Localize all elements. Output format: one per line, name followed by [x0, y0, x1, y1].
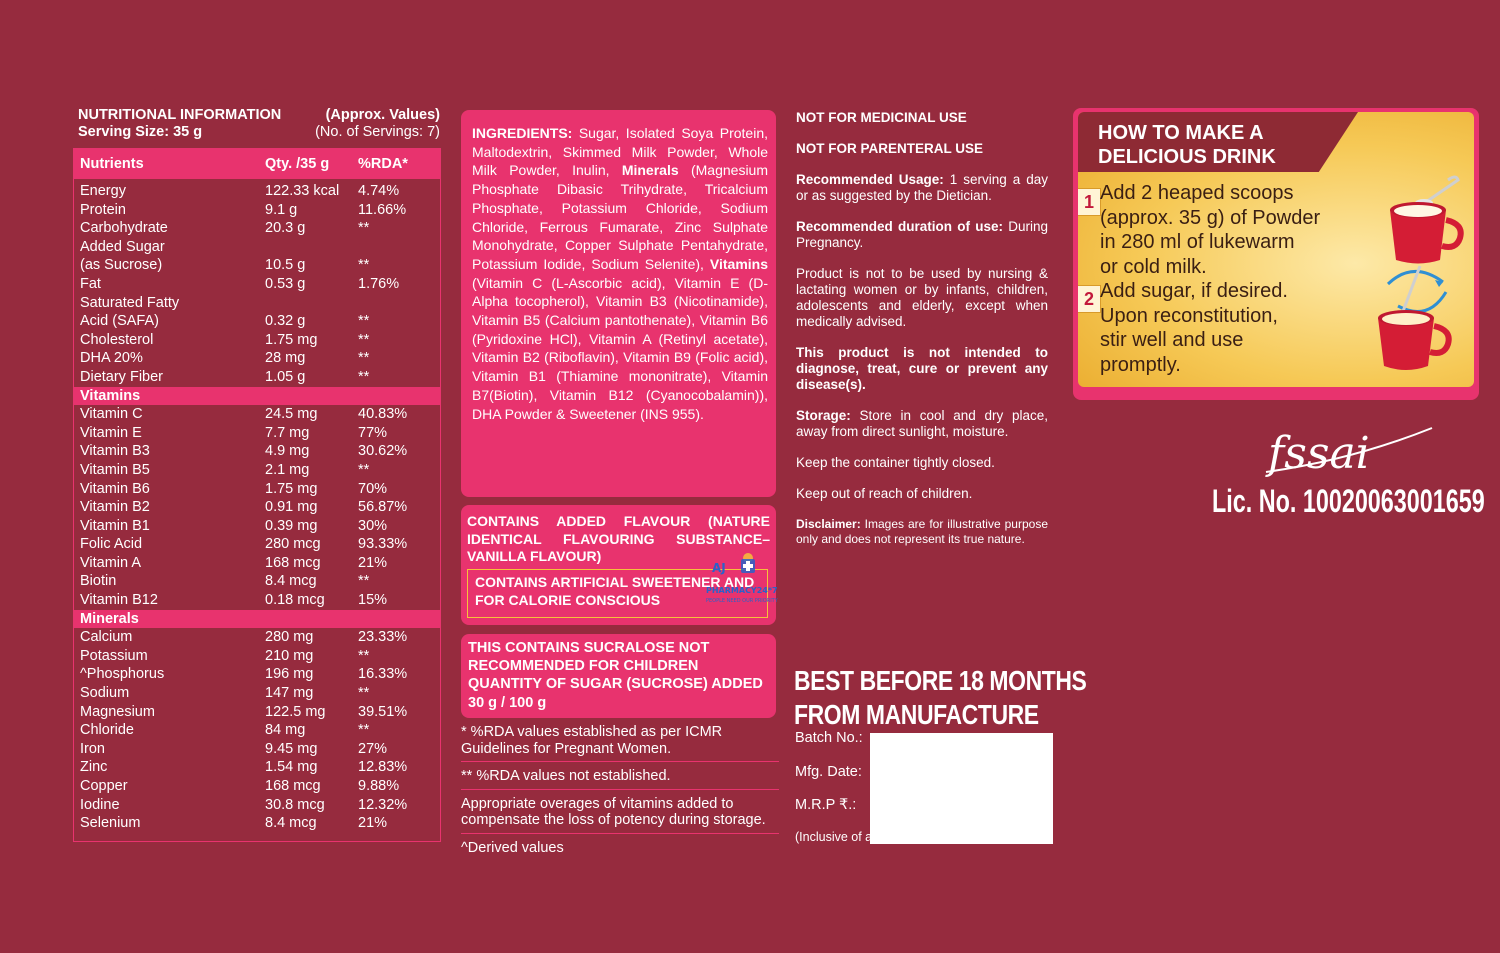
nutrient-rda: 27%	[358, 740, 388, 757]
nutrient-row	[74, 331, 440, 350]
nutrient-name: Sodium	[80, 685, 130, 702]
nutrient-rda: **	[358, 368, 370, 385]
keep-closed: Keep the container tightly closed.	[796, 455, 995, 470]
nutrient-name: Vitamin A	[80, 554, 141, 571]
nutrient-qty: 280 mg	[265, 629, 314, 646]
nutrient-name: ^Phosphorus	[80, 666, 165, 683]
nutrient-rda: 1.76%	[358, 275, 400, 292]
inclusive-taxes: (Inclusive of all taxes)	[795, 830, 916, 844]
nutrient-name: Chloride	[80, 722, 134, 739]
nutrient-name: Energy	[80, 183, 126, 199]
nutrient-row	[74, 424, 440, 443]
vitamins-section-label: Vitamins	[74, 387, 440, 406]
nutrient-rda: 93.33%	[358, 536, 408, 553]
fssai-license: Lic. No. 10020063001659	[1212, 483, 1485, 519]
pharmacy-watermark-logo	[704, 548, 804, 608]
nutrients-rows	[74, 182, 440, 387]
nutrient-rda: 23.33%	[358, 629, 408, 646]
duration-label: Recommended duration of use:	[796, 219, 1003, 234]
nutrition-header	[78, 107, 440, 141]
nutrient-name: Iron	[80, 740, 105, 757]
step-1-line: Add 2 heaped scoops	[1100, 182, 1294, 204]
nutrition-title-row	[78, 107, 440, 124]
nutrient-row	[74, 703, 440, 722]
nutrient-name: Vitamin E	[80, 424, 142, 441]
nutrient-name: Biotin	[80, 573, 117, 590]
col-qty: Qty. /35 g	[265, 156, 330, 172]
disclaimer-text: Images are for illustrative purpose only and does not represent its true nature.	[796, 517, 1048, 546]
sucralose-box	[461, 634, 776, 718]
cup-with-scoop-icon	[1378, 172, 1468, 267]
nutrient-rda: 40.83%	[358, 406, 408, 423]
nutrient-qty: 1.75 mg	[265, 480, 318, 497]
nutrient-qty: 1.75 mg	[265, 331, 318, 348]
duration-text: During Pregnancy.	[796, 219, 1048, 250]
storage-text: Store in cool and dry place, away from direct sunlight, moisture.	[796, 408, 1048, 439]
nutrition-approx: (Approx. Values)	[325, 107, 440, 123]
watermark-line1: PHARMACY24*7	[706, 586, 778, 595]
nutrient-name: (as Sucrose)	[80, 257, 163, 274]
nutrient-row	[74, 517, 440, 536]
nutrient-qty: 7.7 mg	[265, 424, 310, 441]
nutrient-qty: 0.32 g	[265, 313, 306, 330]
nutrient-row	[74, 405, 440, 424]
nutrient-row	[74, 461, 440, 480]
nutrient-row	[74, 740, 440, 759]
nutrient-rda: 9.88%	[358, 778, 400, 794]
nutrient-rda: **	[358, 350, 370, 367]
footnotes	[461, 722, 779, 864]
nutrient-rda: 21%	[358, 815, 388, 832]
step-1-line: in 280 ml of lukewarm	[1100, 231, 1295, 253]
nutrient-name: Vitamin C	[80, 406, 143, 423]
watermark-brand: AJ	[712, 561, 726, 575]
nutrient-qty: 4.9 mg	[265, 443, 310, 460]
servings-count: (No. of Servings: 7)	[315, 124, 440, 140]
vitamins-rows	[74, 405, 440, 610]
nutrient-name: Vitamin B1	[80, 517, 150, 534]
usage-text: 1 serving a day or as suggested by the Dietician.	[796, 172, 1048, 203]
nutrient-rda: **	[358, 313, 370, 330]
nutrient-name: Vitamin B3	[80, 443, 150, 460]
nutrient-qty: 10.5 g	[265, 257, 306, 274]
storage-label: Storage:	[796, 408, 851, 423]
not-intended-warning: This product is not intended to diagnose, treat, cure or prevent any disease(s).	[796, 345, 1048, 392]
not-medicinal: NOT FOR MEDICINAL USE	[796, 110, 967, 125]
nutrient-row	[74, 201, 440, 220]
nutrient-rda: **	[358, 257, 370, 274]
minerals-rows	[74, 628, 440, 833]
nutrient-rda: 56.87%	[358, 499, 408, 516]
nutrient-name: Selenium	[80, 815, 141, 832]
nutrient-qty: 168 mcg	[265, 554, 321, 571]
nutrient-rda: **	[358, 685, 370, 702]
ingredients-part3: (Vitamin C (L-Ascorbic acid), Vitamin E (D-Alpha tocopherol), Vitamin B3 (Nicotinamide), Vitamin B5 (Calcium pantothenate), Vitamin B6 (Pyridoxine HCl), Vitamin A (Retinyl acetate), Vitamin B2 (Riboflavin), Vitamin B9 (Folic acid), Vitamin B1 (Thiamine mononitrate), Vitamin B7(Biotin), Vitamin B12 (Cyanocobalamin)), DHA Powder & Sweetener (INS 955).	[472, 274, 768, 422]
nutrient-row	[74, 535, 440, 554]
sucralose-text: THIS CONTAINS SUCRALOSE NOT RECOMMENDED FOR CHILDREN QUANTITY OF SUGAR (SUCROSE) ADDED 30 g / 100 g	[468, 640, 763, 711]
nutrient-row	[74, 312, 440, 331]
nutrient-name: Protein	[80, 201, 126, 218]
fssai-logo	[1262, 424, 1437, 480]
nutrient-rda: **	[358, 573, 370, 590]
nutrient-qty: 280 mcg	[265, 536, 321, 553]
nutrient-rda: 70%	[358, 480, 388, 497]
nutrient-row	[74, 814, 440, 833]
nutrient-name: DHA 20%	[80, 350, 143, 367]
nutrient-rda: **	[358, 461, 370, 478]
nutrient-name: Vitamin B12	[80, 592, 158, 609]
nutrient-rda: 30%	[358, 517, 388, 534]
nutrient-row	[74, 665, 440, 684]
nutrient-name: Iodine	[80, 796, 120, 813]
nutrient-rda: 12.32%	[358, 796, 408, 813]
best-before-line2: FROM MANUFACTURE	[794, 699, 1039, 730]
nutrient-rda: **	[358, 647, 370, 664]
nutrient-qty: 2.1 mg	[265, 461, 310, 478]
nutrient-qty: 147 mg	[265, 685, 314, 702]
ingredients-part2: (Magnesium Phosphate Dibasic Trihydrate, Tricalcium Phosphate, Potassium Chloride, Sodium Chloride, Ferrous Fumarate, Zinc Sulphate Monohydrate, Copper Sulphate Pentahydrate, Potassium Iodide, Sodium Selenite),	[472, 162, 768, 272]
nutrient-row	[74, 647, 440, 666]
step-2-number: 2	[1078, 285, 1101, 313]
nutrient-name: Folic Acid	[80, 536, 143, 553]
ingredients-box	[461, 110, 776, 497]
best-before	[794, 664, 1086, 732]
col-nutrients: Nutrients	[80, 156, 144, 172]
nutrient-rda: 11.66%	[358, 201, 407, 218]
step-2-line: Upon reconstitution,	[1100, 304, 1278, 327]
nutrient-row	[74, 368, 440, 387]
how-to-inner	[1078, 112, 1474, 387]
nutrient-rda: 16.33%	[358, 666, 408, 683]
nutrient-row	[74, 349, 440, 368]
nutrient-qty: 8.4 mcg	[265, 573, 317, 590]
nutrition-table	[73, 148, 441, 842]
disclaimer-label: Disclaimer:	[796, 517, 861, 531]
batch-no-label: Batch No.:	[795, 730, 863, 746]
nutrition-table-header	[74, 149, 440, 179]
nutrient-qty: 9.1 g	[265, 201, 298, 218]
nutrient-name: Potassium	[80, 647, 148, 664]
nutrient-qty: 168 mcg	[265, 778, 321, 794]
nutrient-name: Vitamin B5	[80, 461, 150, 478]
nutrient-row	[74, 498, 440, 517]
nutrient-qty: 24.5 mg	[265, 406, 318, 423]
nutrient-name: Acid (SAFA)	[80, 313, 159, 330]
keep-from-children: Keep out of reach of children.	[796, 486, 973, 501]
nutrient-name: Dietary Fiber	[80, 368, 163, 385]
nutrient-row	[74, 572, 440, 591]
nutrient-row	[74, 758, 440, 777]
nutrient-qty: 0.53 g	[265, 275, 306, 292]
nutrient-rda: 77%	[358, 424, 388, 441]
nutrient-row	[74, 684, 440, 703]
nutrient-name: Added Sugar	[80, 238, 165, 255]
step-1-number: 1	[1078, 188, 1101, 216]
how-to-panel	[1073, 108, 1479, 400]
nutrient-row	[74, 796, 440, 815]
cup-stirring-icon	[1358, 262, 1468, 372]
nutrient-row	[74, 182, 440, 201]
nutrient-qty: 196 mg	[265, 666, 314, 683]
usage-label: Recommended Usage:	[796, 172, 944, 187]
mfg-date-label: Mfg. Date:	[795, 764, 862, 780]
nutrient-qty: 30.8 mcg	[265, 796, 325, 813]
ingredients-label: INGREDIENTS:	[472, 125, 573, 141]
fssai-logo-text: fssai	[1268, 428, 1370, 479]
nutrient-rda: 21%	[358, 554, 388, 571]
col-rda: %RDA*	[358, 156, 408, 172]
nutrient-row	[74, 256, 440, 275]
recommended-usage	[796, 172, 1048, 204]
nutrient-row	[74, 721, 440, 740]
nutrient-qty: 1.05 g	[265, 368, 306, 385]
best-before-line1: BEST BEFORE 18 MONTHS	[794, 665, 1087, 696]
disclaimer	[796, 517, 1048, 547]
nutrient-name: Cholesterol	[80, 331, 154, 348]
nutrient-name: Saturated Fatty	[80, 294, 180, 311]
footnote-derived: ^Derived values	[461, 839, 564, 856]
nutrient-name: Magnesium	[80, 703, 155, 720]
nutrient-qty: 28 mg	[265, 350, 306, 367]
batch-print-area	[870, 733, 1053, 844]
nutrient-rda: **	[358, 331, 370, 348]
nutrient-qty: 0.39 mg	[265, 517, 318, 534]
ingredients-part1: Sugar, Isolated Soya Protein, Maltodextrin, Skimmed Milk Powder, Whole Milk Powder, Inulin,	[472, 125, 768, 179]
step-2-line: promptly.	[1100, 353, 1181, 376]
how-to-title-line2: DELICIOUS DRINK	[1098, 146, 1276, 168]
step-1-line: (approx. 35 g) of Powder	[1100, 206, 1321, 229]
nutrient-name: Copper	[80, 778, 128, 794]
nutrient-qty: 0.18 mcg	[265, 592, 325, 609]
nutrient-row	[74, 628, 440, 647]
storage	[796, 408, 1048, 440]
nutrient-rda: **	[358, 722, 370, 739]
step-2-line: Add sugar, if desired.	[1100, 280, 1288, 302]
nutrient-rda: 39.51%	[358, 703, 408, 720]
nutrient-name: Zinc	[80, 759, 108, 776]
nutrient-rda: 15%	[358, 592, 388, 609]
nutrient-qty: 122.5 mg	[265, 703, 326, 720]
not-used-warning: Product is not to be used by nursing & lactating women or by infants, children, adolescents and elderly, except when medically advised.	[796, 266, 1048, 329]
mrp-label: M.R.P ₹.:	[795, 797, 857, 813]
nutrient-qty: 9.45 mg	[265, 740, 318, 757]
nutrition-title: NUTRITIONAL INFORMATION	[78, 107, 282, 123]
nutrient-row	[74, 294, 440, 313]
footnote-overages: Appropriate overages of vitamins added to compensate the loss of potency during storage.	[461, 794, 779, 834]
nutrient-rda: 12.83%	[358, 759, 408, 776]
nutrient-qty: 0.91 mg	[265, 499, 318, 516]
ingredients-vitamins-label: Vitamins	[709, 255, 768, 272]
nutrient-rda: **	[358, 220, 370, 237]
nutrient-rda: 4.74%	[358, 183, 400, 199]
nutrient-row	[74, 238, 440, 257]
serving-size: Serving Size: 35 g	[78, 124, 203, 140]
sweetener-text: CONTAINS ARTIFICIAL SWEETENER AND FOR CALORIE CONSCIOUS	[475, 574, 755, 608]
watermark-line2: PEOPLE NEED OUR PRIORITY	[706, 598, 778, 604]
how-to-title-line1: HOW TO MAKE A	[1098, 122, 1264, 144]
step-1-text	[1100, 181, 1320, 279]
nutrient-row	[74, 554, 440, 573]
nutrient-name: Calcium	[80, 629, 133, 646]
flavour-text: CONTAINS ADDED FLAVOUR (NATURE IDENTICAL FLAVOURING SUBSTANCE– VANILLA FLAVOUR)	[467, 513, 770, 564]
step-2-text	[1100, 279, 1288, 377]
nutrient-row	[74, 480, 440, 499]
nutrient-row	[74, 442, 440, 461]
nutrient-qty: 20.3 g	[265, 220, 306, 237]
minerals-section-label: Minerals	[74, 610, 440, 629]
step-1-line: or cold milk.	[1100, 255, 1207, 278]
not-parenteral: NOT FOR PARENTERAL USE	[796, 141, 984, 156]
nutrient-name: Fat	[80, 275, 101, 292]
nutrient-name: Vitamin B2	[80, 499, 150, 516]
step-2-line: stir well and use	[1100, 329, 1244, 351]
how-to-title	[1098, 121, 1276, 169]
nutrient-row	[74, 591, 440, 610]
nutrient-row	[74, 219, 440, 238]
ingredients-minerals-label: Minerals	[621, 162, 679, 179]
footnote-rda-not-established: ** %RDA values not established.	[461, 766, 779, 790]
nutrient-qty: 210 mg	[265, 647, 314, 664]
nutrient-qty: 84 mg	[265, 722, 306, 739]
usage-info	[796, 110, 1048, 562]
ingredients-text	[472, 124, 768, 423]
nutrient-rda: 30.62%	[358, 443, 408, 460]
nutrient-row	[74, 777, 440, 796]
serving-row	[78, 124, 440, 141]
nutrient-name: Carbohydrate	[80, 220, 168, 237]
nutrient-row	[74, 275, 440, 294]
nutrient-name: Vitamin B6	[80, 480, 150, 497]
recommended-duration	[796, 219, 1048, 251]
nutrient-qty: 1.54 mg	[265, 759, 318, 776]
nutrient-qty: 122.33 kcal	[265, 183, 340, 199]
footnote-rda: * %RDA values established as per ICMR Guidelines for Pregnant Women.	[461, 722, 779, 762]
nutrient-qty: 8.4 mcg	[265, 815, 317, 832]
